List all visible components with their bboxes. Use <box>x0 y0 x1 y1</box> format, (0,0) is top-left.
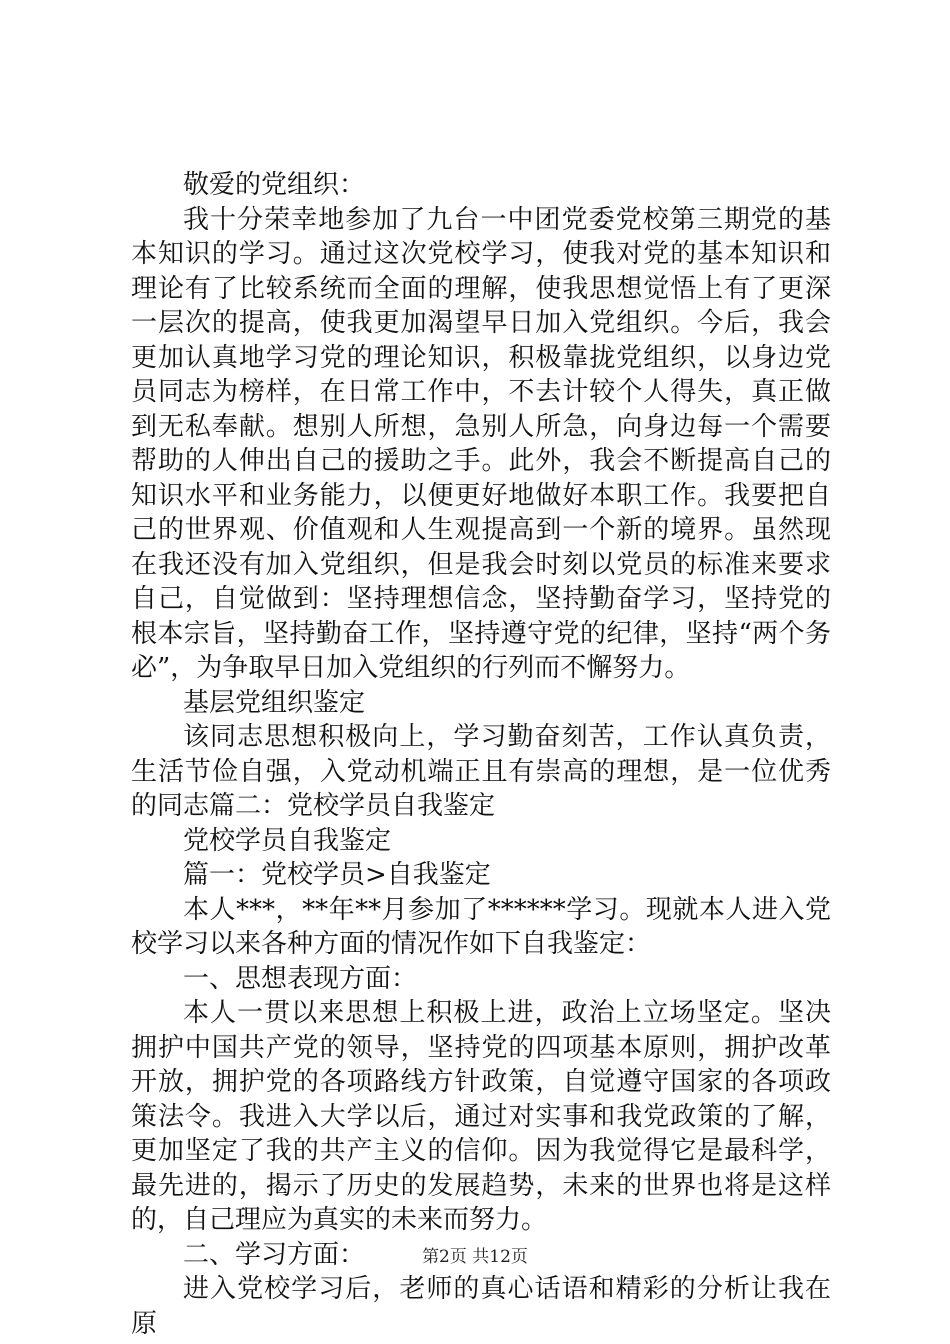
heading-grassroots-appraisal: 基层党组织鉴定 <box>183 687 366 718</box>
heading-self-appraisal: 党校学员自我鉴定 <box>183 825 392 856</box>
paragraph-intro: 本人***，**年**月参加了******学习。现就本人进入党校学习以来各种方面的情况作如下自我鉴定： <box>131 894 831 959</box>
salutation: 敬爱的党组织： <box>183 170 366 200</box>
heading-study: 二、学习方面： <box>183 1239 366 1270</box>
paragraph-study: 进入党校学习后，老师的真心话语和精彩的分析让我在原 <box>131 1274 831 1339</box>
document-body <box>131 168 831 1341</box>
paragraph-ideology: 本人一贯以来思想上积极上进，政治上立场坚定。坚决拥护中国共产党的领导，坚持党的四项基本原则，拥护改革开放，拥护党的各项路线方针政策，自觉遵守国家的各项政策法令。我进入大学以后，通过对实事和我党政策的了解，更加坚定了我的共产主义的信仰。因为我觉得它是最科学，最先进的，揭示了历史的发展趋势，未来的世界也将是这样的，自己理应为真实的未来而努力。 <box>131 998 831 1235</box>
paragraph-appraisal: 该同志思想积极向上，学习勤奋刻苦，工作认真负责，生活节俭自强，入党动机端正且有崇高的理想，是一位优秀的同志篇二：党校学员自我鉴定 <box>131 722 831 821</box>
heading-ideology: 一、思想表现方面： <box>183 963 418 994</box>
heading-part-one: 篇一：党校学员>自我鉴定 <box>183 860 491 890</box>
page-number-footer: 第2页 共12页 <box>422 1247 528 1267</box>
paragraph-thoughts-report: 我十分荣幸地参加了九台一中团党委党校第三期党的基本知识的学习。通过这次党校学习，使我对党的基本知识和理论有了比较系统而全面的理解，使我思想觉悟上有了更深一层次的提高，使我更加渴望早日加入党组织。今后，我会更加认真地学习党的理论知识，积极靠拢党组织，以身边党员同志为榜样，在日常工作中，不去计较个人得失，真正做到无私奉献。想别人所想，急别人所急，向身边每一个需要帮助的人伸出自己的援助之手。此外，我会不断提高自己的知识水平和业务能力，以便更好地做好本职工作。我要把自己的世界观、价值观和人生观提高到一个新的境界。虽然现在我还没有加入党组织，但是我会时刻以党员的标准来要求自己，自觉做到：坚持理想信念，坚持勤奋学习，坚持党的根本宗旨，坚持勤奋工作，坚持遵守党的纪律，坚持“两个务必”，为争取早日加入党组织的行列而不懈努力。 <box>131 204 831 683</box>
